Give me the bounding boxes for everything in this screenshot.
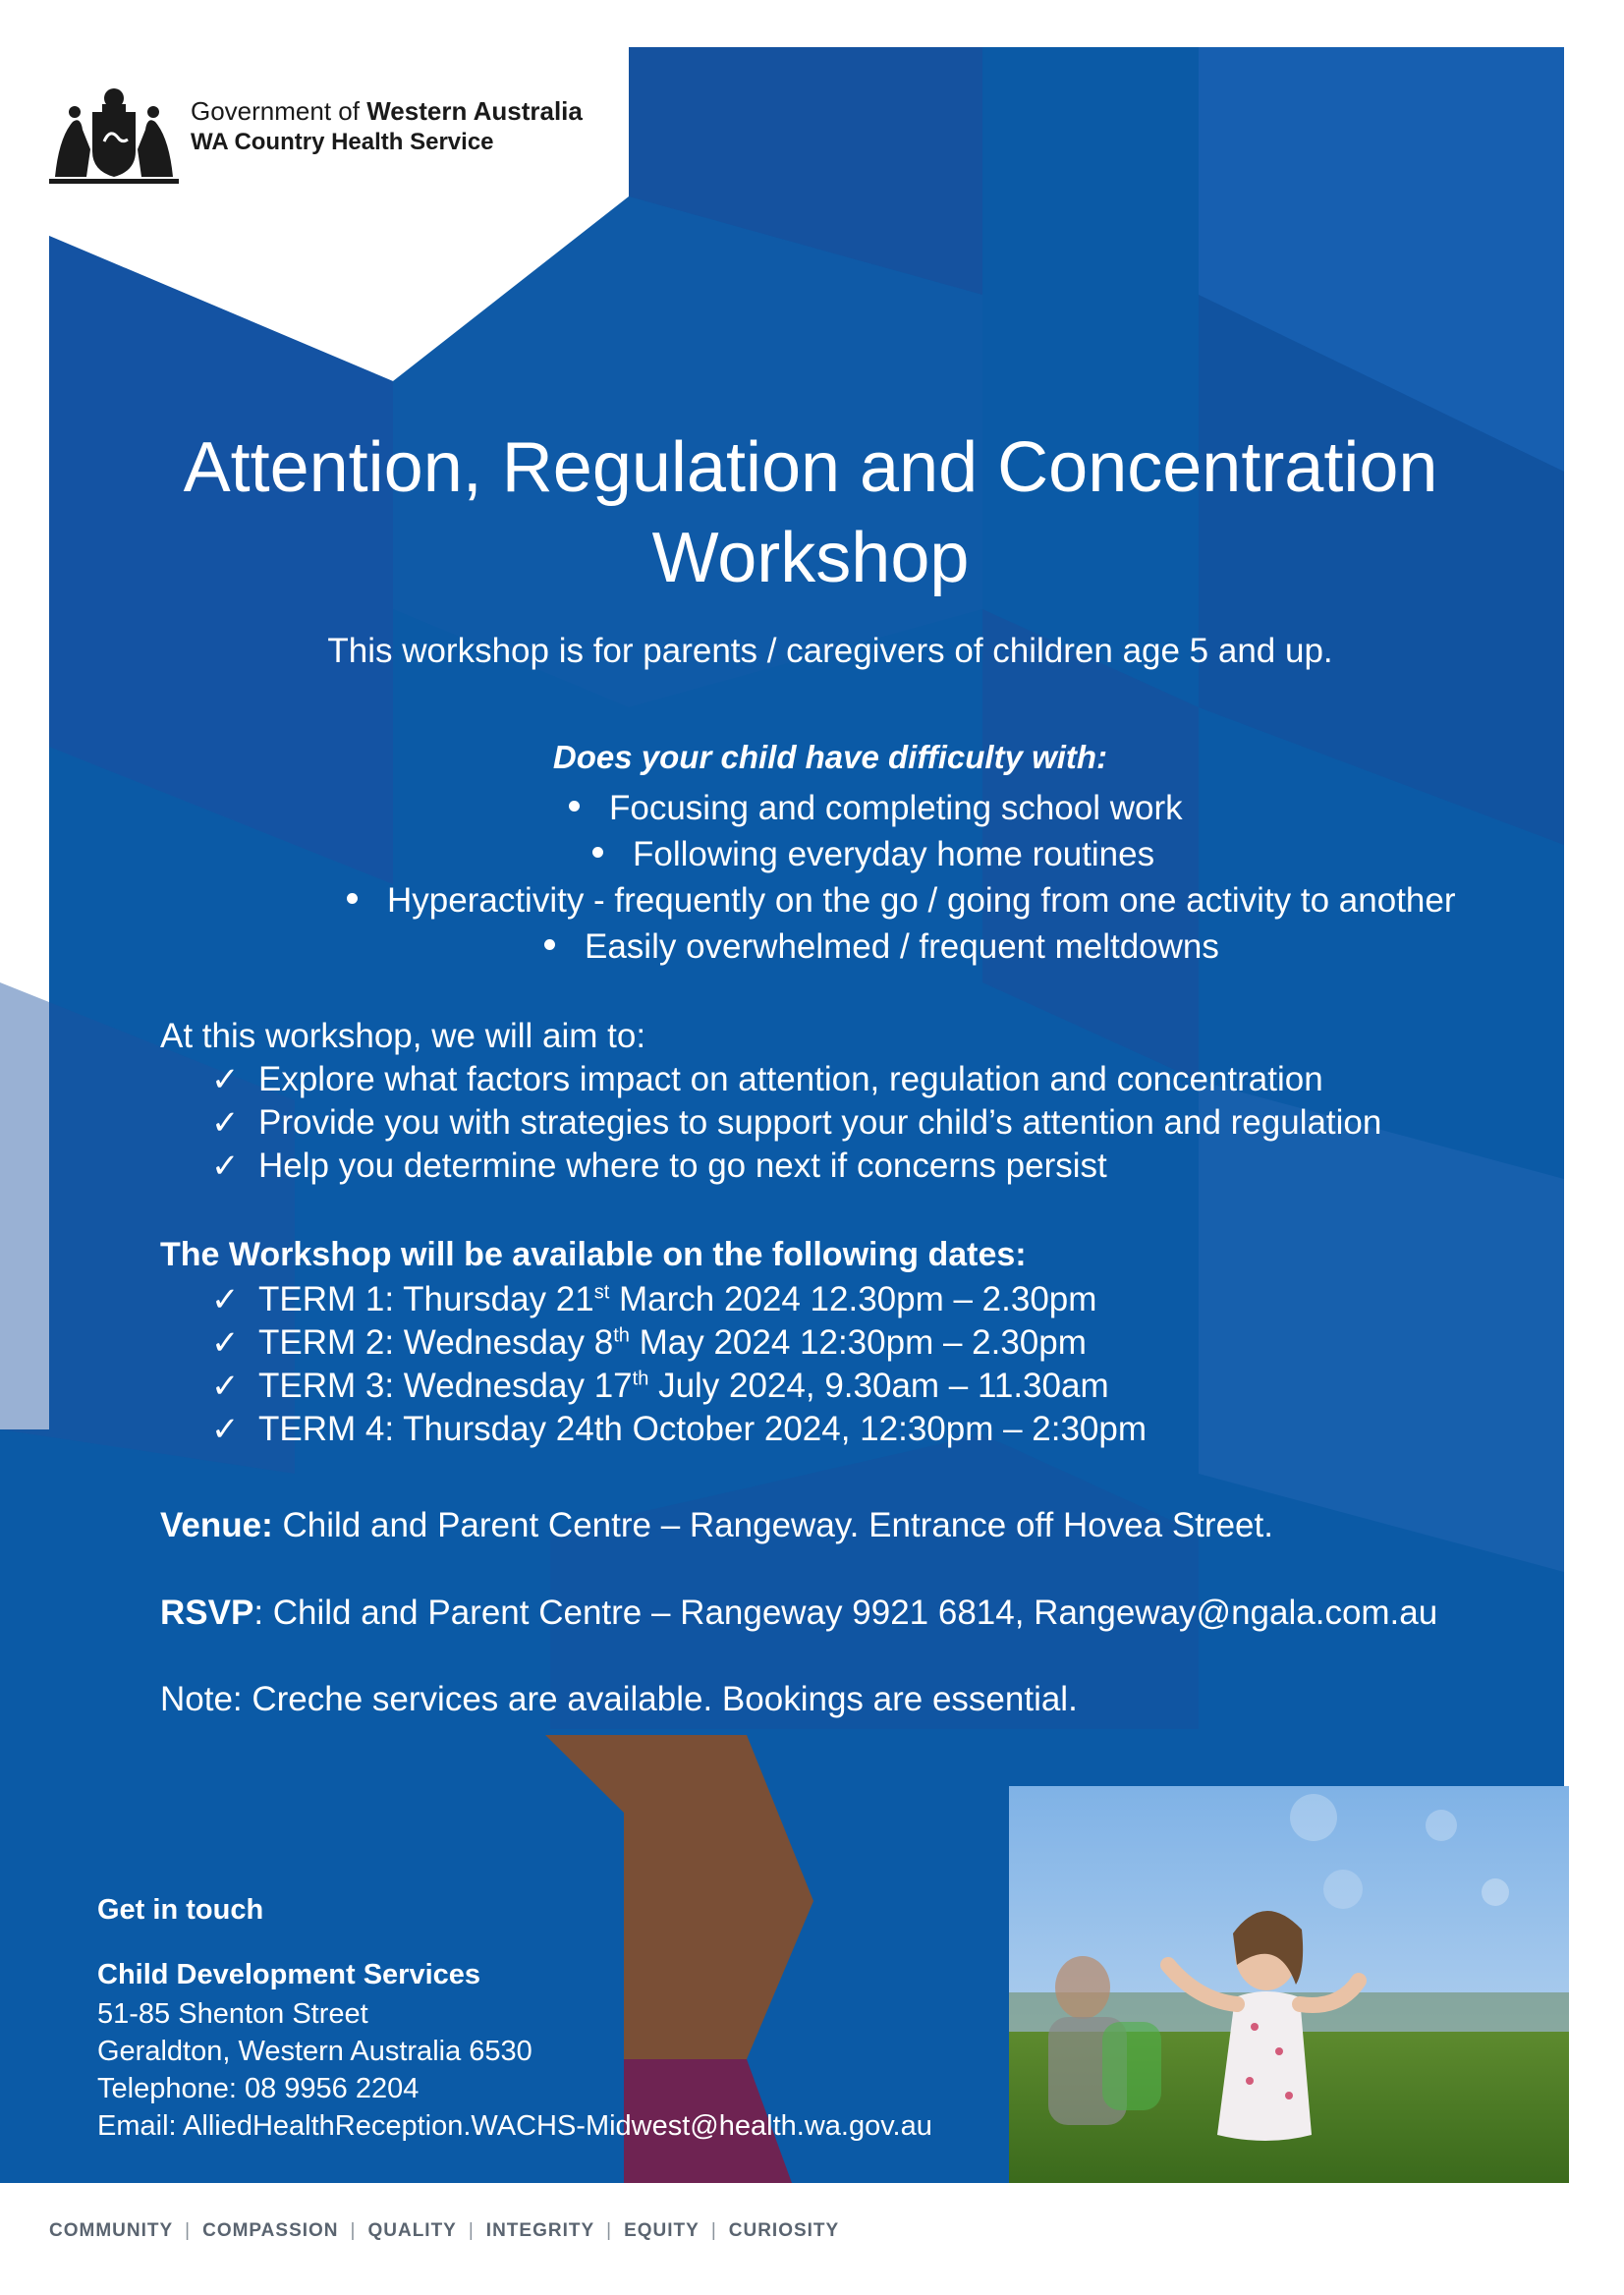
list-item: Following everyday home routines <box>592 835 1154 874</box>
aims-intro: At this workshop, we will aim to: <box>160 1017 646 1055</box>
check-icon: ✓ <box>211 1061 240 1098</box>
telephone-line: Telephone: 08 9956 2204 <box>97 2073 420 2104</box>
organisation-name: Child Development Services <box>97 1959 481 1990</box>
check-icon: ✓ <box>211 1368 240 1405</box>
list-item: ✓ Explore what factors impact on attention, regulation and concentration <box>211 1060 1323 1098</box>
list-item: ✓ TERM 3: Wednesday 17th July 2024, 9.30am – 11.30am <box>211 1367 1109 1405</box>
values-footer: COMMUNITY | COMPASSION | QUALITY | INTEGRITY | EQUITY | CURIOSITY <box>49 2220 840 2241</box>
venue-line: Venue: Child and Parent Centre – Rangeway. Entrance off Hovea Street. <box>160 1506 1273 1544</box>
child-playing-bubbles-photo <box>1009 1786 1569 2183</box>
check-icon: ✓ <box>211 1281 240 1318</box>
list-item: Easily overwhelmed / frequent meltdowns <box>544 927 1219 967</box>
list-item: ✓ Provide you with strategies to support your child’s attention and regulation <box>211 1103 1382 1142</box>
address-line: 51-85 Shenton Street <box>97 1998 368 2030</box>
check-icon: ✓ <box>211 1104 240 1142</box>
list-item: ✓ Help you determine where to go next if concerns persist <box>211 1147 1107 1185</box>
bullet-icon <box>347 893 358 904</box>
difficulty-heading: Does your child have difficulty with: <box>552 739 1108 775</box>
bullet-icon <box>544 939 555 950</box>
check-icon: ✓ <box>211 1148 240 1185</box>
list-item: ✓ TERM 1: Thursday 21st March 2024 12.30pm – 2.30pm <box>211 1280 1097 1318</box>
list-item: Hyperactivity - frequently on the go / going from one activity to another <box>347 881 1456 921</box>
bullet-icon <box>569 801 580 812</box>
list-item: ✓ TERM 2: Wednesday 8th May 2024 12:30pm – 2.30pm <box>211 1323 1087 1362</box>
check-icon: ✓ <box>211 1411 240 1448</box>
government-name: Government of Western Australia <box>191 96 583 126</box>
email-line[interactable]: Email: AlliedHealthReception.WACHS-Midwest@health.wa.gov.au <box>97 2110 932 2142</box>
check-icon: ✓ <box>211 1324 240 1362</box>
rsvp-line: RSVP: Child and Parent Centre – Rangeway 9921 6814, Rangeway@ngala.com.au <box>160 1594 1438 1632</box>
list-item: Focusing and completing school work <box>569 789 1183 828</box>
list-item: ✓ TERM 4: Thursday 24th October 2024, 12:30pm – 2:30pm <box>211 1410 1148 1448</box>
page-title: Attention, Regulation and Concentration Workshop <box>183 428 1438 597</box>
health-service-name: WA Country Health Service <box>191 129 494 155</box>
wa-coat-of-arms-icon <box>45 83 183 191</box>
bullet-icon <box>592 847 603 858</box>
address-line: Geraldton, Western Australia 6530 <box>97 2036 532 2067</box>
dates-heading: The Workshop will be available on the following dates: <box>160 1236 1027 1273</box>
intro-text: This workshop is for parents / caregivers of children age 5 and up. <box>327 632 1333 670</box>
contact-heading: Get in touch <box>97 1894 264 1926</box>
note-line: Note: Creche services are available. Bookings are essential. <box>160 1680 1078 1718</box>
